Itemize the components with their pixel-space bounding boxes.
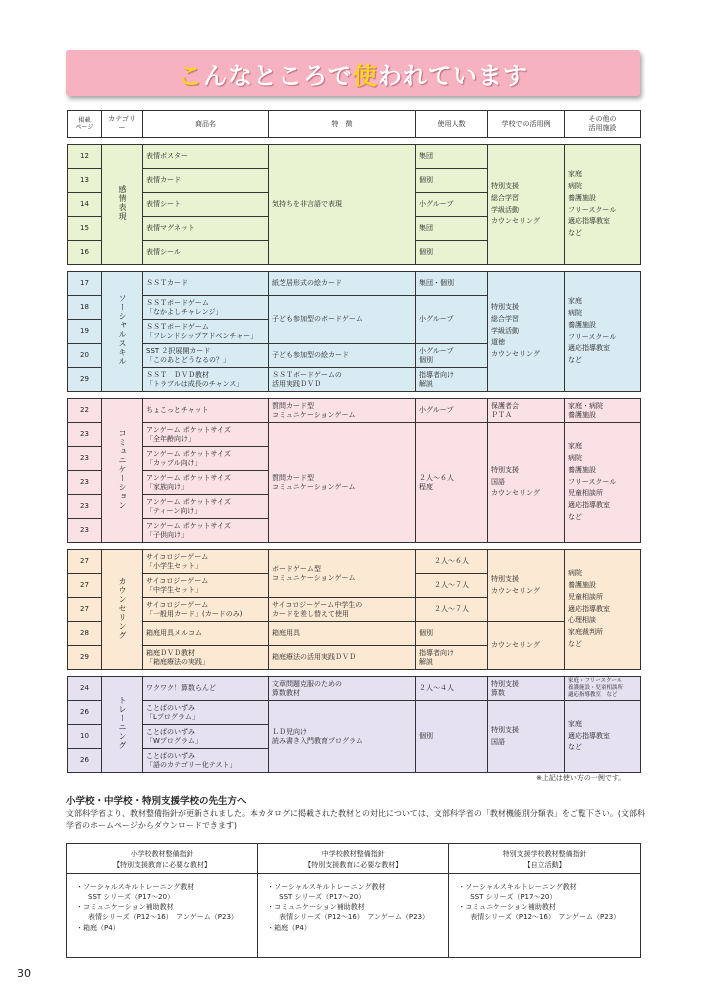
row-page: 19 xyxy=(68,320,102,344)
school-cell: 特別支援 国語 カウンセリング xyxy=(488,423,565,543)
school-cell: 保護者会 ＰＴＡ xyxy=(488,399,565,423)
people-cell: ２人〜４人 xyxy=(416,677,488,701)
feature-cell: 子ども参加型の絵カード xyxy=(269,344,416,368)
feature-cell: ＳＳＴボードゲームの 活用実践ＤＶＤ xyxy=(269,368,416,392)
row-page: 23 xyxy=(68,519,102,543)
row-page: 23 xyxy=(68,423,102,447)
row-product: アンゲーム ポケットサイズ 「家族向け」 xyxy=(143,471,269,495)
row-product: 表情マグネット xyxy=(143,217,269,241)
row-product: 箱庭用具メルコム xyxy=(143,622,269,646)
category-label: 感情表現 xyxy=(118,185,127,222)
feature-cell: 紙芝居形式の絵カード xyxy=(269,272,416,296)
banner-title-highlight-1: こ xyxy=(178,61,204,90)
category-label: トレーニング xyxy=(118,696,127,751)
row-product: サイコロジーゲーム 「一般用カード」(カードのみ) xyxy=(143,598,269,622)
row-product: ＳＳＴ ＤＶＤ教材 「トラブルは成長のチャンス」 xyxy=(143,368,269,392)
school-cell: 特別支援 総合学習 学級活動 道徳 カウンセリング xyxy=(488,272,565,392)
row-page: 20 xyxy=(68,344,102,368)
row-page: 29 xyxy=(68,646,102,670)
feature-cell: 文章問題克服のための 算数教材 xyxy=(269,677,416,701)
other-cell: 家庭・フリースクール 養護施設・児童相談所 適応指導教室 など xyxy=(565,677,641,701)
people-cell: ２人〜７人 xyxy=(416,574,488,598)
other-cell: 病院 養護施設 児童相談所 適応指導教室 心理相談 家庭裁判所 など xyxy=(565,550,641,670)
guideline-item: ・コミュニケーション補助教材 xyxy=(267,903,365,912)
row-product: ちょこっとチャット xyxy=(143,399,269,423)
category-cell xyxy=(102,550,143,670)
category-label: カウンセリング xyxy=(118,576,127,640)
row-product: アンゲーム ポケットサイズ 「ティーン向け」 xyxy=(143,495,269,519)
guideline-table xyxy=(66,843,641,958)
school-cell: 特別支援 国語 xyxy=(488,701,565,773)
banner-title-highlight-2: 使 xyxy=(352,61,378,90)
row-people: 集団 xyxy=(416,145,488,169)
row-people: 小グループ xyxy=(416,193,488,217)
header-people: 使用人数 xyxy=(416,111,488,138)
guideline-header: 中学校教材整備指針 【特別支援教育に必要な教材】 xyxy=(258,844,449,874)
guideline-item: ・コミュニケーション補助教材 xyxy=(76,903,174,912)
feature-cell: 箱庭用具 xyxy=(269,622,416,646)
category-label: ソーシャルスキル xyxy=(118,294,127,367)
header-school: 学校での活用例 xyxy=(488,111,565,138)
other-cell: 家庭・病院 養護施設 xyxy=(565,399,641,423)
feature-cell: ボードゲーム型 コミュニケーションゲーム xyxy=(269,550,416,598)
people-cell: ２人〜６人 程度 xyxy=(416,423,488,543)
category-cell xyxy=(102,677,143,773)
row-page: 26 xyxy=(68,701,102,725)
category-cell xyxy=(102,272,143,392)
row-product: ＳＳＴボードゲーム 「フレンドシップアドベンチャー」 xyxy=(143,320,269,344)
table-row xyxy=(68,145,641,169)
page-banner xyxy=(66,50,640,96)
header-product: 商品名 xyxy=(143,111,269,138)
row-page: 29 xyxy=(68,368,102,392)
header-category: カテゴリー xyxy=(102,111,143,138)
guideline-header-row xyxy=(67,844,641,874)
row-page: 27 xyxy=(68,574,102,598)
header-page: 掲載 ページ xyxy=(68,111,102,138)
school-cell: 特別支援 カウンセリング xyxy=(488,550,565,622)
row-product: 表情シール xyxy=(143,241,269,265)
table-row xyxy=(68,399,641,423)
header-feature: 特 徴 xyxy=(269,111,416,138)
guideline-subitem: SST シリーズ（P17〜20） xyxy=(279,893,366,902)
row-page: 15 xyxy=(68,217,102,241)
table-row xyxy=(68,677,641,701)
row-product: 表情シート xyxy=(143,193,269,217)
guideline-item: ・箱庭（P4） xyxy=(267,923,311,932)
feature-cell: 質問カード型 コミュニケーションゲーム xyxy=(269,423,416,543)
row-page: 14 xyxy=(68,193,102,217)
guideline-body-row xyxy=(67,874,641,958)
category-label: コミュニケーション xyxy=(118,428,127,510)
row-product: サイコロジーゲーム 「小学生セット」 xyxy=(143,550,269,574)
guideline-subitem: 表情シリーズ（P12〜16） アンゲーム（P23） xyxy=(279,913,430,922)
row-page: 10 xyxy=(68,725,102,749)
guideline-header: 小学校教材整備指針 【特別支援教育に必要な教材】 xyxy=(67,844,258,874)
row-page: 17 xyxy=(68,272,102,296)
table-row xyxy=(68,701,641,725)
other-cell: 家庭 病院 養護施設 フリースクール 適応指導教室 など xyxy=(565,272,641,392)
guideline-item: ・ソーシャルスキルトレーニング教材 xyxy=(76,883,195,891)
other-cell: 家庭 適応指導教室 など xyxy=(565,701,641,773)
row-page: 16 xyxy=(68,241,102,265)
row-product: ことばのいずみ 「語のカテゴリー化テスト」 xyxy=(143,749,269,773)
row-page: 26 xyxy=(68,749,102,773)
people-cell: ２人〜７人 xyxy=(416,598,488,622)
table-row xyxy=(68,272,641,296)
school-cell: カウンセリング xyxy=(488,622,565,670)
row-product: 箱庭ＤＶＤ教材 「箱庭療法の実践」 xyxy=(143,646,269,670)
guideline-item: ・コミュニケーション補助教材 xyxy=(458,903,556,912)
table-header-row xyxy=(68,111,641,138)
other-cell: 家庭 病院 養護施設 フリースクール 児童相談所 適応指導教室 など xyxy=(565,423,641,543)
row-page: 12 xyxy=(68,145,102,169)
category-cell xyxy=(102,145,143,265)
guideline-subitem: SST シリーズ（P17〜20） xyxy=(88,893,175,902)
row-page: 18 xyxy=(68,296,102,320)
people-cell: 個別 xyxy=(416,701,488,773)
row-product: アンゲーム ポケットサイズ 「全年齢向け」 xyxy=(143,423,269,447)
guideline-item: ・ソーシャルスキルトレーニング教材 xyxy=(267,883,386,891)
table-row xyxy=(68,423,641,447)
row-product: ＳＳＴボードゲーム 「なかよしチャレンジ」 xyxy=(143,296,269,320)
row-page: 27 xyxy=(68,550,102,574)
school-cell: 特別支援 総合学習 学級活動 カウンセリング xyxy=(488,145,565,265)
row-people: 個別 xyxy=(416,169,488,193)
people-cell: 指導者向け 解説 xyxy=(416,646,488,670)
feature-cell: 子ども参加型のボードゲーム xyxy=(269,296,416,344)
banner-title-part-1: んなところで xyxy=(203,61,353,90)
row-page: 23 xyxy=(68,471,102,495)
other-cell: 家庭 病院 養護施設 フリースクール 適応指導教室 など xyxy=(565,145,641,265)
guideline-item: ・箱庭（P4） xyxy=(76,923,120,932)
page-number: 30 xyxy=(17,967,31,980)
table-row xyxy=(68,550,641,574)
row-page: 23 xyxy=(68,447,102,471)
category-cell xyxy=(102,399,143,543)
section-intro: 文部科学省より、教材整備指針が更新されました。本カタログに掲載された教材との対比については、文部科学省の「教材機能別分類表」をご覧下さい。(文部科学省のホームページからダウンロードできます) xyxy=(66,809,645,830)
school-cell: 特別支援 算数 xyxy=(488,677,565,701)
feature-cell: 質問カード型 コミュニケーションゲーム xyxy=(269,399,416,423)
guideline-body xyxy=(258,874,449,958)
row-product: SST ２択展開カード 「このあとどうなるの？」 xyxy=(143,344,269,368)
guideline-header: 特別支援学校教材整備指針 【自立活動】 xyxy=(449,844,641,874)
row-product: 表情カード xyxy=(143,169,269,193)
feature-cell: ＬＤ児向け 読み書き入門教育プログラム xyxy=(269,701,416,773)
guideline-item: ・ソーシャルスキルトレーニング教材 xyxy=(458,883,577,891)
row-page: 27 xyxy=(68,598,102,622)
row-product: 表情ポスター xyxy=(143,145,269,169)
banner-title-part-2: われています xyxy=(377,61,528,90)
row-product: アンゲーム ポケットサイズ 「子供向け」 xyxy=(143,519,269,543)
header-other: その他の 活用施設 xyxy=(565,111,641,138)
guideline-subitem: 表情シリーズ（P12〜16） アンゲーム（P23） xyxy=(470,913,621,922)
row-product: サイコロジーゲーム 「中学生セット」 xyxy=(143,574,269,598)
table-row xyxy=(68,622,641,646)
usage-note: ※上記は使い方の一例です。 xyxy=(536,774,626,782)
row-product: ことばのいずみ 「Lプログラム」 xyxy=(143,701,269,725)
section-title: 小学校・中学校・特別支援学校の先生方へ xyxy=(66,796,247,807)
row-product: ワクワク！算数らんど xyxy=(143,677,269,701)
row-people: 集団 xyxy=(416,217,488,241)
people-cell: 指導者向け 解説 xyxy=(416,368,488,392)
guideline-subitem: 表情シリーズ（P12〜16） アンゲーム（P23） xyxy=(88,913,238,922)
guideline-subitem: SST シリーズ（P17〜20） xyxy=(470,893,557,902)
people-cell: 集団・個別 xyxy=(416,272,488,296)
feature-cell: サイコロジーゲーム中学生の カードを差し替えて使用 xyxy=(269,598,416,622)
row-page: 13 xyxy=(68,169,102,193)
people-cell: 小グループ 個別 xyxy=(416,344,488,368)
row-page: 24 xyxy=(68,677,102,701)
row-product: ＳＳＴカード xyxy=(143,272,269,296)
guideline-body xyxy=(67,874,258,958)
banner-title xyxy=(178,56,528,91)
people-cell: 小グループ xyxy=(416,399,488,423)
usage-table xyxy=(67,110,641,773)
row-page: 23 xyxy=(68,495,102,519)
row-product: ことばのいずみ 「Wプログラム」 xyxy=(143,725,269,749)
row-product: アンゲーム ポケットサイズ 「カップル向け」 xyxy=(143,447,269,471)
row-people: 個別 xyxy=(416,241,488,265)
feature-cell: 気持ちを非言語で表現 xyxy=(269,145,416,265)
row-page: 22 xyxy=(68,399,102,423)
feature-cell: 箱庭療法の活用実践ＤＶＤ xyxy=(269,646,416,670)
people-cell: 個別 xyxy=(416,622,488,646)
row-page: 28 xyxy=(68,622,102,646)
people-cell: ２人〜６人 xyxy=(416,550,488,574)
people-cell: 小グループ xyxy=(416,296,488,344)
guideline-body xyxy=(449,874,641,958)
